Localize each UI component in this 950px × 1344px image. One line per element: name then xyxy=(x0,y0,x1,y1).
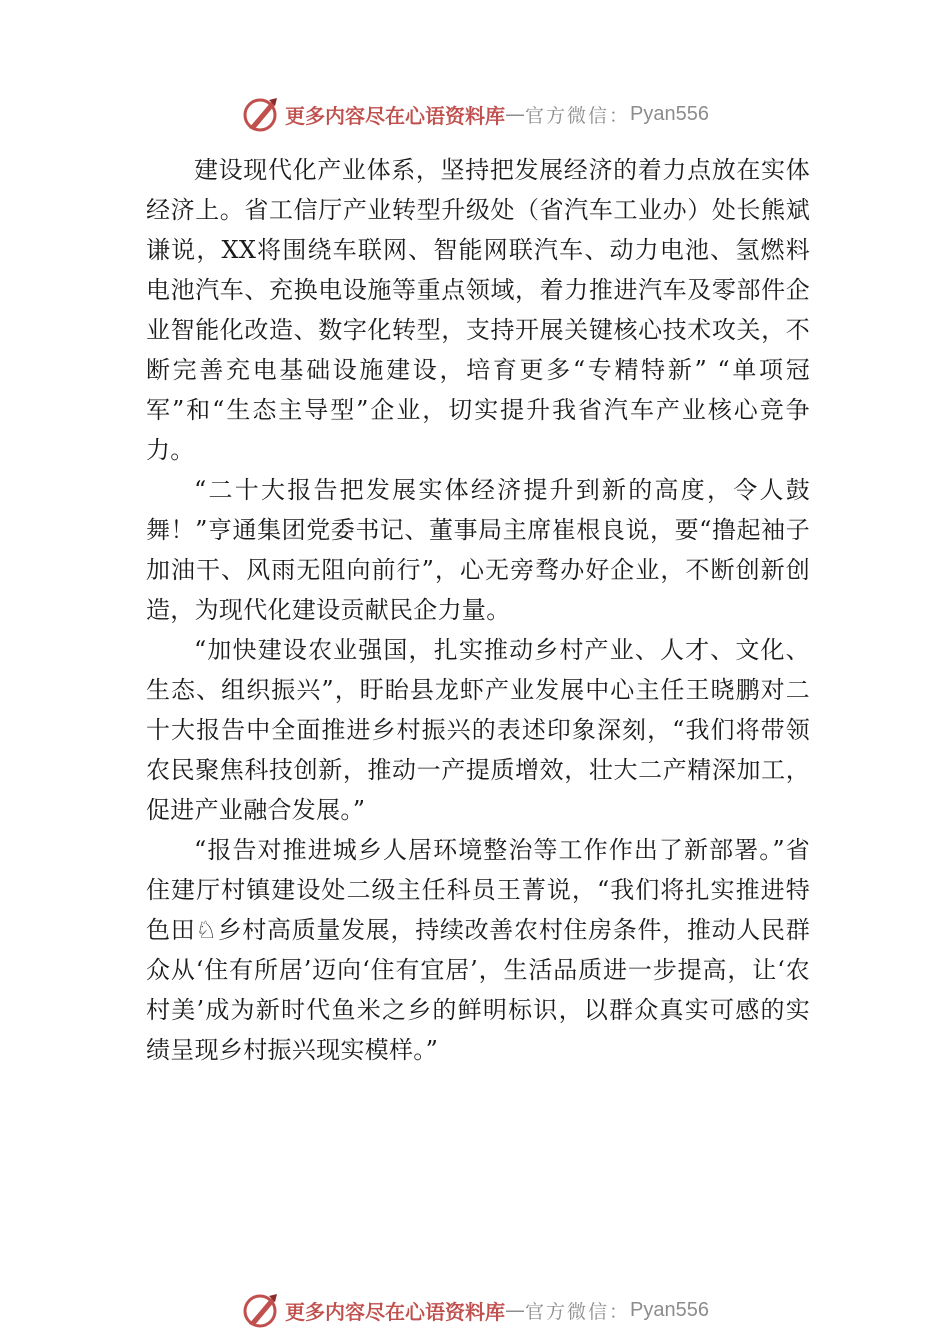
banner-main-text: 更多内容尽在心语资料库 xyxy=(285,103,505,128)
banner-separator: — xyxy=(505,102,525,126)
pen-logo-icon xyxy=(241,94,281,134)
banner-wechat-label: 官方微信： xyxy=(525,104,631,127)
paragraph-3: “加快建设农业强国，扎实推动乡村产业、人才、文化、生态、组织振兴”，盱眙县龙虾产业发展中心主任王晓鹏对二十大报告中全面推进乡村振兴的表述印象深刻，“我们将带领农民聚焦科技创新，推动一产提质增效，壮大二产精深加工，促进产业融合发展。” xyxy=(146,636,810,824)
banner-wechat-id: Pyan556 xyxy=(630,102,709,125)
banner-main-text: 更多内容尽在心语资料库 xyxy=(285,1299,505,1324)
banner-wechat-label: 官方微信： xyxy=(525,1300,631,1323)
paragraph-4: “报告对推进城乡人居环境整治等工作作出了新部署。”省住建厅村镇建设处二级主任科员王菁说，“我们将扎实推进特色田♘乡村高质量发展，持续改善农村住房条件，推动人民群众从‘住有所居’迈向‘住有宜居’，生活品质进一步提高，让‘农村美’成为新时代鱼米之乡的鲜明标识，以群众真实可感的实绩呈现乡村振兴现实模样。” xyxy=(146,836,810,1064)
footer-watermark-banner xyxy=(0,1288,950,1332)
paragraph-2: “二十大报告把发展实体经济提升到新的高度，令人鼓舞！”亨通集团党委书记、董事局主席崔根良说，要“撸起袖子加油干、风雨无阻向前行”，心无旁骛办好企业，不断创新创造，为现代化建设贡献民企力量。 xyxy=(146,476,810,624)
paragraph-1: 建设现代化产业体系，坚持把发展经济的着力点放在实体经济上。省工信厅产业转型升级处（省汽车工业办）处长熊斌谦说，XX将围绕车联网、智能网联汽车、动力电池、氢燃料电池汽车、充换电设施等重点领域，着力推进汽车及零部件企业智能化改造、数字化转型，支持开展关键核心技术攻关，不断完善充电基础设施建设，培育更多“专精特新” “单项冠军”和“生态主导型”企业，切实提升我省汽车产业核心竞争力。 xyxy=(146,156,810,464)
document-body xyxy=(146,150,810,1070)
pen-logo-icon xyxy=(241,1290,281,1330)
banner-wechat-id: Pyan556 xyxy=(630,1298,709,1321)
header-watermark-banner xyxy=(0,92,950,136)
banner-separator: — xyxy=(505,1298,525,1322)
